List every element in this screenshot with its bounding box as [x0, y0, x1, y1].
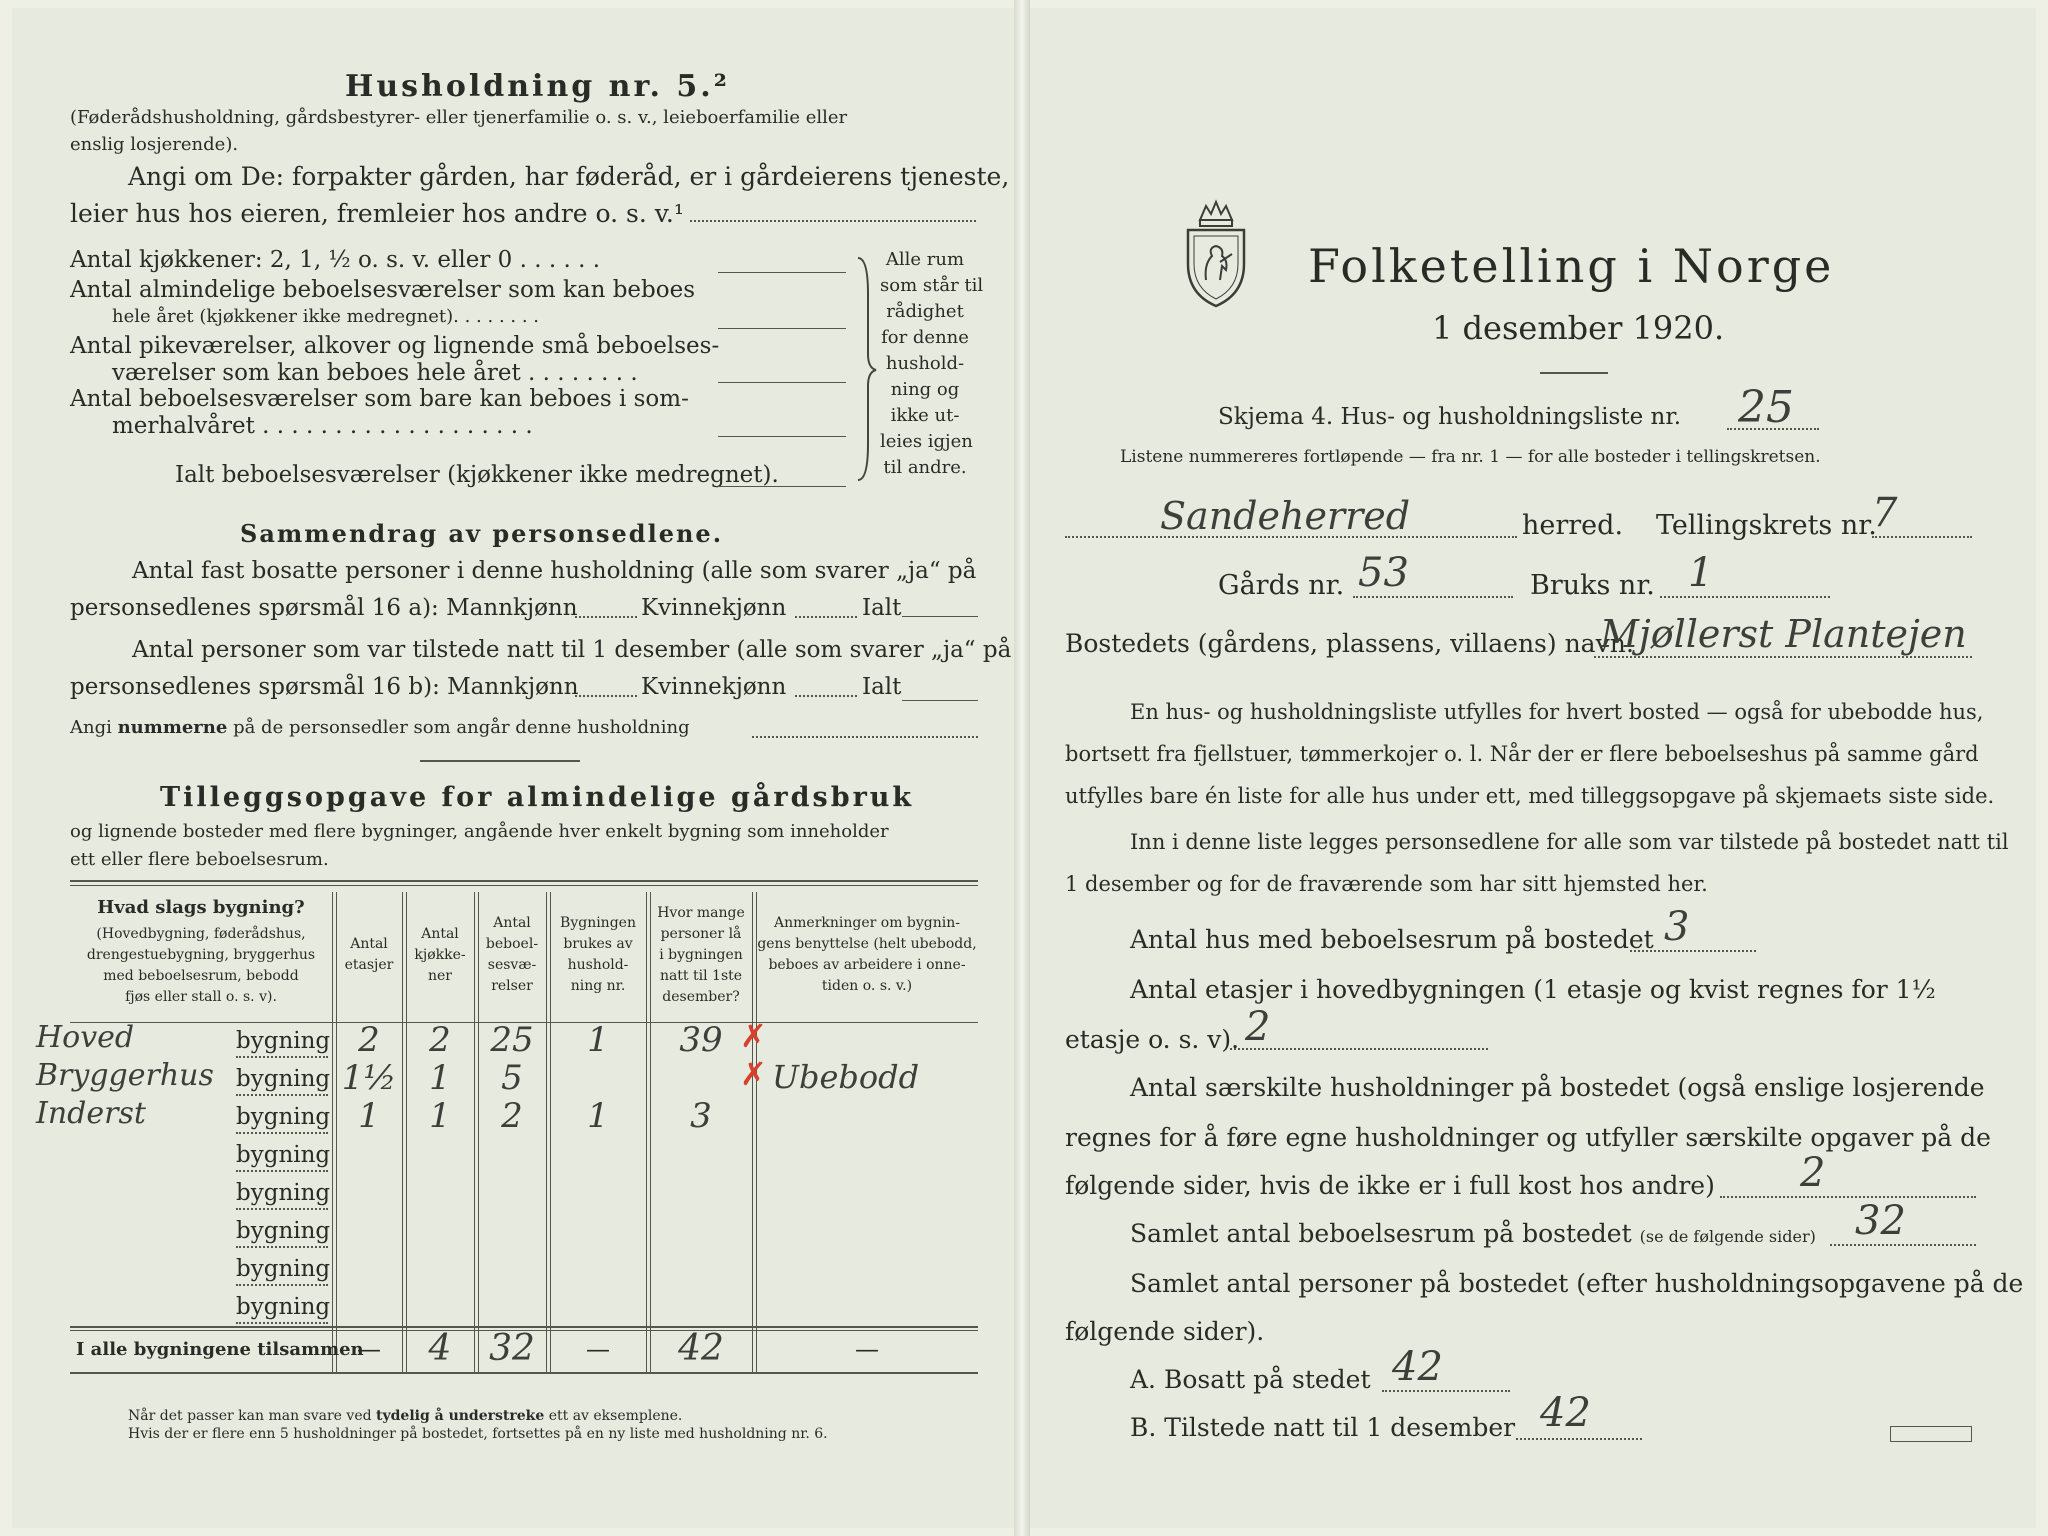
hus-label: Antal hus med beboelsesrum på bostedet — [1130, 925, 1654, 954]
angi-line-2: leier hus hos eieren, fremleier hos andre o. s. v.¹ — [70, 199, 684, 228]
skjema-label: Skjema 4. Hus- og husholdningsliste nr. — [1218, 404, 1682, 430]
col-header-col5: natt til 1ste — [659, 967, 743, 984]
bosted-value: Mjøllerst Plantejen — [1600, 612, 1967, 656]
hush-label-c: følgende sider, hvis de ikke er i full kost hos andre) — [1065, 1171, 1715, 1200]
hush-value: 2 — [1800, 1150, 1826, 1196]
total-etasjer: — — [357, 1335, 381, 1363]
cell-hush: 1 — [587, 1020, 609, 1060]
col-header-col5: personer lå — [660, 925, 742, 942]
col-header-col4: brukes av — [563, 936, 633, 952]
cell-personer: 3 — [690, 1096, 712, 1136]
bruks-line — [1660, 596, 1830, 598]
row-underline — [236, 1284, 328, 1286]
instr-2b: 1 desember og for de fraværende som har sitt hjemsted her. — [1065, 872, 1708, 896]
instr-1a: En hus- og husholdningsliste utfylles for hvert bosted — også for ubebodde hus, — [1130, 700, 1984, 724]
cell-vaerelser: 5 — [501, 1058, 523, 1098]
hush-label-a: Antal særskilte husholdninger på bostedet (også enslige losjerende — [1130, 1073, 1985, 1102]
sum1-ialt-line — [902, 616, 978, 617]
summary-2a: Antal personer som var tilstede natt til 1 desember (alle som svarer „ja“ på — [132, 637, 1012, 663]
tilstede-label: B. Tilstede natt til 1 desember — [1130, 1413, 1516, 1442]
rum-value: 32 — [1855, 1198, 1906, 1244]
col-header-col2: Antal — [421, 925, 459, 942]
total-rooms-answer-line — [718, 486, 846, 487]
rooms-question-b: hele året (kjøkkener ikke medregnet). . . . . . . . — [112, 306, 539, 327]
cell-personer: 39 — [679, 1020, 723, 1060]
sum1-ialt-label: Ialt — [862, 595, 902, 621]
coat-of-arms-icon — [1180, 198, 1252, 310]
side-note-line: leies igjen — [880, 431, 973, 452]
supplement-line-1: og lignende bosteder med flere bygninger, angående hver enkelt bygning som inneholder — [70, 821, 889, 842]
hus-value: 3 — [1664, 904, 1690, 950]
column-rule — [402, 892, 403, 1372]
bruks-value: 1 — [1688, 550, 1714, 596]
hush-line — [1720, 1196, 1976, 1198]
cell-kjokken: 1 — [429, 1058, 451, 1098]
sum1-mann-line — [575, 616, 637, 618]
col-header-col3: sesvæ- — [487, 957, 537, 973]
gards-label: Gårds nr. — [1218, 570, 1345, 601]
sum2-ialt-label: Ialt — [862, 674, 902, 700]
col-header-col2: ner — [428, 967, 452, 984]
row-label-bygning: bygning — [236, 1294, 331, 1320]
brace-mark — [850, 254, 880, 484]
liste-nr-value: 25 — [1738, 382, 1794, 433]
etasjer-label-a: Antal etasjer i hovedbygningen (1 etasje og kvist regnes for 1½ — [1130, 975, 1936, 1004]
herred-label: herred. — [1522, 510, 1624, 541]
angi-line-1: Angi om De: forpakter gården, har føderåd, er i gårdeierens tjeneste, — [128, 162, 1010, 191]
tilstede-value: 42 — [1540, 1390, 1591, 1436]
row-label-bygning: bygning — [236, 1028, 331, 1054]
total-kjokken: 4 — [428, 1328, 452, 1369]
bosatt-value: 42 — [1392, 1344, 1443, 1390]
supplement-title: Tilleggsopgave for almindelige gårdsbruk — [160, 782, 915, 813]
cell-hush: 1 — [587, 1096, 609, 1136]
col-header-col5: desember? — [662, 988, 740, 1005]
section-divider — [420, 760, 580, 762]
herred-value: Sandeherred — [1160, 494, 1411, 538]
summer-rooms-answer-line — [718, 436, 846, 437]
red-check-mark: ✗ — [740, 1055, 767, 1093]
col-header-col6: beboes av arbeidere i onne- — [768, 957, 966, 973]
col-header-col3: Antal — [493, 915, 531, 931]
col-header-col1: etasjer — [344, 957, 394, 973]
summer-rooms-question-a: Antal beboelsesværelser som bare kan beboes i som- — [70, 386, 689, 412]
total-rooms-question: Ialt beboelsesværelser (kjøkkener ikke medregnet). — [175, 462, 779, 488]
rooms-answer-line — [718, 328, 846, 329]
sum1-kvinne-label: Kvinnekjønn — [641, 595, 787, 621]
row-label-bygning: bygning — [236, 1180, 331, 1206]
summary-1a: Antal fast bosatte personer i denne husholdning (alle som svarer „ja“ på — [132, 558, 977, 584]
row-underline — [236, 1322, 328, 1324]
row-label-bygning: bygning — [236, 1142, 331, 1168]
cell-kjokken: 1 — [429, 1096, 451, 1136]
page-fold — [1014, 0, 1030, 1536]
col-header-col3: beboel- — [485, 936, 539, 952]
kitchens-question: Antal kjøkkener: 2, 1, ½ o. s. v. eller 0 . . . . . . — [70, 247, 601, 273]
krets-value: 7 — [1872, 490, 1898, 536]
side-note-line: ning og — [890, 379, 960, 400]
column-rule — [332, 892, 333, 1372]
title-divider — [1540, 372, 1608, 374]
col-header-col4: hushold- — [567, 957, 629, 973]
bosted-label: Bostedets (gårdens, plassens, villaens) navn: — [1065, 629, 1635, 658]
small-rooms-question-b: værelser som kan beboes hele året . . . . . . . . — [112, 360, 638, 386]
col-header-col5: Hvor mange — [657, 904, 745, 921]
row-underline — [236, 1246, 328, 1248]
summary-2b: personsedlenes spørsmål 16 b): Mannkjønn — [70, 674, 579, 700]
krets-label: Tellingskrets nr. — [1656, 510, 1877, 541]
total-hush: — — [586, 1335, 610, 1363]
intro-line-1: (Føderådshusholdning, gårdsbestyrer- eller tjenerfamilie o. s. v., leieboerfamilie eller — [70, 107, 848, 128]
col-header-col4: Bygningen — [560, 915, 636, 931]
col-sub-building: med beboelsesrum, bebodd — [103, 968, 299, 984]
bruks-label: Bruks nr. — [1530, 570, 1655, 601]
side-note-line: ikke ut- — [890, 405, 960, 426]
side-note-line: hushold- — [885, 353, 965, 374]
building-name: Hoved — [36, 1020, 135, 1055]
col-header-col6: gens benyttelse (helt ubebodd, — [757, 936, 977, 952]
col-header-col1: Antal — [350, 936, 388, 952]
bosted-line — [1594, 656, 1972, 658]
total-anm: — — [855, 1335, 879, 1363]
sum2-mann-line — [575, 695, 637, 697]
col-header-col3: relser — [491, 978, 533, 994]
etasjer-value: 2 — [1245, 1004, 1271, 1050]
cell-kjokken: 2 — [429, 1020, 451, 1060]
sum2-ialt-line — [902, 700, 978, 701]
row-label-bygning: bygning — [236, 1066, 331, 1092]
household-title: Husholdning nr. 5.² — [345, 69, 730, 104]
col-sub-building: fjøs eller stall o. s. v). — [125, 989, 277, 1005]
cell-etasjer: 2 — [358, 1020, 380, 1060]
tilstede-line — [1516, 1438, 1642, 1440]
left-page — [12, 8, 1014, 1528]
pers-label-b: følgende sider). — [1065, 1317, 1265, 1346]
total-row-label: I alle bygningene tilsammen — [76, 1339, 364, 1360]
summer-rooms-question-b: merhalvåret . . . . . . . . . . . . . . . . . . . — [112, 413, 533, 439]
side-note-line: Alle rum — [885, 249, 965, 270]
total-personer: 42 — [678, 1328, 724, 1369]
bosatt-label: A. Bosatt på stedet — [1130, 1365, 1371, 1394]
table-top-rule — [70, 880, 978, 882]
column-rule — [752, 892, 753, 1372]
row-underline — [236, 1094, 328, 1096]
hush-label-b: regnes for å føre egne husholdninger og utfyller særskilte opgaver på de — [1065, 1123, 1991, 1152]
cell-vaerelser: 2 — [501, 1096, 523, 1136]
intro-line-2: enslig losjerende). — [70, 134, 239, 155]
census-title: Folketelling i Norge — [1308, 239, 1835, 293]
col-sub-building: (Hovedbygning, føderådshus, — [96, 926, 306, 942]
total-vaerelser: 32 — [489, 1328, 535, 1369]
red-check-mark: ✗ — [740, 1017, 767, 1055]
row-underline — [236, 1170, 328, 1172]
small-rooms-question-a: Antal pikeværelser, alkover og lignende små beboelses- — [70, 333, 720, 359]
col-title-building: Hvad slags bygning? — [97, 897, 305, 918]
cell-etasjer: 1 — [358, 1096, 380, 1136]
side-note-line: rådighet — [886, 301, 964, 322]
side-note-line: for denne — [881, 327, 969, 348]
sum2-kvinne-line — [795, 695, 857, 697]
pers-label-a: Samlet antal personer på bostedet (efter husholdningsopgavene på de — [1130, 1269, 2024, 1298]
rum-line — [1830, 1244, 1976, 1246]
sum2-kvinne-label: Kvinnekjønn — [641, 674, 787, 700]
cell-vaerelser: 25 — [490, 1020, 534, 1060]
col-header-col2: kjøkke- — [414, 946, 466, 963]
bosatt-line — [1382, 1390, 1510, 1392]
rooms-question-a: Antal almindelige beboelsesværelser som kan beboes — [70, 277, 696, 303]
gards-value: 53 — [1358, 550, 1409, 596]
col-header-col6: Anmerkninger om bygnin- — [774, 915, 960, 931]
angi-numbers: Angi nummerne på de personsedler som angår denne husholdning — [70, 717, 690, 738]
row-label-bygning: bygning — [236, 1104, 331, 1130]
rum-label: Samlet antal beboelsesrum på bostedet (se de følgende sider) — [1130, 1219, 1816, 1248]
table-top-rule-2 — [70, 885, 978, 886]
footnote-2: Hvis der er flere enn 5 husholdninger på bostedet, fortsettes på en ny liste med husholdning nr. 6. — [128, 1426, 828, 1442]
cell-etasjer: 1½ — [341, 1058, 397, 1098]
printer-mark — [1890, 1426, 1972, 1442]
side-note-line: som står til — [880, 275, 984, 296]
col-header-col5: i bygningen — [659, 946, 743, 963]
cell-remark: Ubebodd — [772, 1058, 920, 1096]
angi-numbers-line — [752, 736, 978, 738]
supplement-line-2: ett eller flere beboelsesrum. — [70, 849, 329, 870]
col-header-col4: ning nr. — [570, 978, 626, 994]
building-name: Bryggerhus — [36, 1058, 214, 1093]
column-rule — [474, 892, 475, 1372]
footnote-1: Når det passer kan man svare ved tydelig å understreke ett av eksemplene. — [128, 1408, 683, 1424]
building-name: Inderst — [36, 1096, 146, 1131]
instr-2a: Inn i denne liste legges personsedlene for alle som var tilstede på bostedet natt til — [1130, 830, 2009, 854]
summary-title: Sammendrag av personsedlene. — [240, 519, 724, 548]
angi-answer-line — [690, 220, 976, 222]
table-bottom-rule — [70, 1372, 978, 1374]
sum1-kvinne-line — [795, 616, 857, 618]
listene-note: Listene nummereres fortløpende — fra nr. 1 — for alle bosteder i tellingskretsen. — [1120, 447, 1821, 467]
instr-1b: bortsett fra fjellstuer, tømmerkojer o. l. Når der er flere beboelseshus på samme gård — [1065, 742, 1979, 766]
column-rule — [546, 892, 547, 1372]
small-rooms-answer-line — [718, 382, 846, 383]
instr-1c: utfylles bare én liste for alle hus under ett, med tilleggsopgave på skjemaets siste side. — [1065, 784, 1995, 808]
row-label-bygning: bygning — [236, 1218, 331, 1244]
census-date: 1 desember 1920. — [1432, 309, 1725, 347]
hus-line — [1630, 950, 1756, 952]
col-sub-building: drengestuebygning, bryggerhus — [86, 947, 316, 963]
column-rule — [646, 892, 647, 1372]
side-note-line: til andre. — [883, 457, 967, 478]
row-label-bygning: bygning — [236, 1256, 331, 1282]
row-underline — [236, 1056, 328, 1058]
col-header-col6: tiden o. s. v.) — [821, 978, 913, 994]
kitchens-answer-line — [718, 272, 846, 273]
krets-line — [1872, 536, 1972, 538]
etasjer-label-b: etasje o. s. v). — [1065, 1025, 1240, 1054]
gards-line — [1353, 596, 1513, 598]
row-underline — [236, 1132, 328, 1134]
summary-1b: personsedlenes spørsmål 16 a): Mannkjønn — [70, 595, 578, 621]
row-underline — [236, 1208, 328, 1210]
